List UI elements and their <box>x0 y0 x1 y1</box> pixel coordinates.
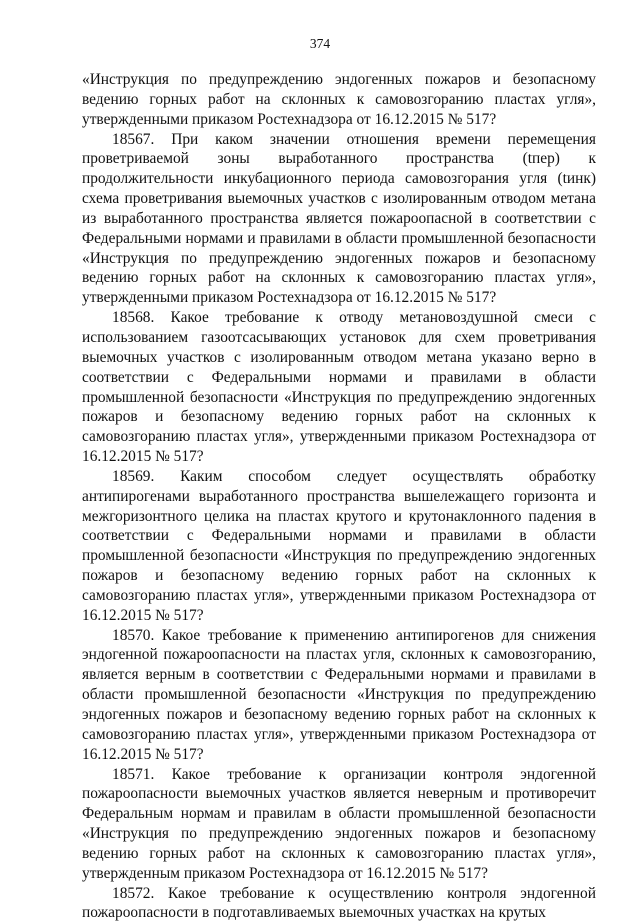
question-18571: 18571. Какое требование к организации контроля эндогенной пожароопасности выемочных участков является неверным и противоречит Федеральным нормам и правилам в области промышленной безопасности «Инструкция по предупреждению эндогенных пожаров и безопасному ведению горных работ на склонных к самовозгоранию пластах угля», утвержденным приказом Ростехнадзора от 16.12.2015 № 517? <box>82 765 596 882</box>
question-18572: 18572. Какое требование к осуществлению контроля эндогенной пожароопасности в подготавливаемых выемочных участках на крутых <box>82 884 596 922</box>
paragraph-continuation: «Инструкция по предупреждению эндогенных пожаров и безопасному ведению горных работ на склонных к самовозгоранию пластах угля», утвержденными приказом Ростехнадзора от 16.12.2015 № 517? <box>82 71 596 128</box>
question-18567: 18567. При каком значении отношения времени перемещения проветриваемой зоны выработанного пространства (tпер) к продолжительности инкубационного периода самовозгорания угля (tинк) схема проветривания выемочных участков с изолированным отводом метана из выработанного пространства является пожароопасной в соответствии с Федеральными нормами и правилами в области промышленной безопасности «Инструкция по предупреждению эндогенных пожаров и безопасному ведению горных работ на склонных к самовозгоранию пластах угля», утвержденными приказом Ростехнадзора от 16.12.2015 № 517? <box>82 130 596 307</box>
question-18569: 18569. Каким способом следует осуществлять обработку антипирогенами выработанного пространства вышележащего горизонта и межгоризонтного целика на пластах крутого и крутонаклонного падения в соответствии с Федеральными нормами и правилами в области промышленной безопасности «Инструкция по предупреждению эндогенных пожаров и безопасному ведению горных работ на склонных к самовозгоранию пластах угля», утвержденными приказом Ростехнадзора от 16.12.2015 № 517? <box>82 467 596 624</box>
question-18570: 18570. Какое требование к применению антипирогенов для снижения эндогенной пожароопасности на пластах угля, склонных к самовозгоранию, является верным в соответствии с Федеральными нормами и правилами в области промышленной безопасности «Инструкция по предупреждению эндогенных пожаров и безопасному ведению горных работ на склонных к самовозгоранию пластах угля», утвержденными приказом Ростехнадзора от 16.12.2015 № 517? <box>82 626 596 763</box>
question-18568: 18568. Какое требование к отводу метановоздушной смеси с использованием газоотсасывающих установок для схем проветривания выемочных участков с изолированным отводом метана указано верно в соответствии с Федеральными нормами и правилами в области промышленной безопасности «Инструкция по предупреждению эндогенных пожаров и безопасному ведению горных работ на склонных к самовозгоранию пластах угля», утвержденными приказом Ростехнадзора от 16.12.2015 № 517? <box>82 309 596 466</box>
page-body <box>82 70 596 923</box>
page-number: 374 <box>309 36 331 51</box>
